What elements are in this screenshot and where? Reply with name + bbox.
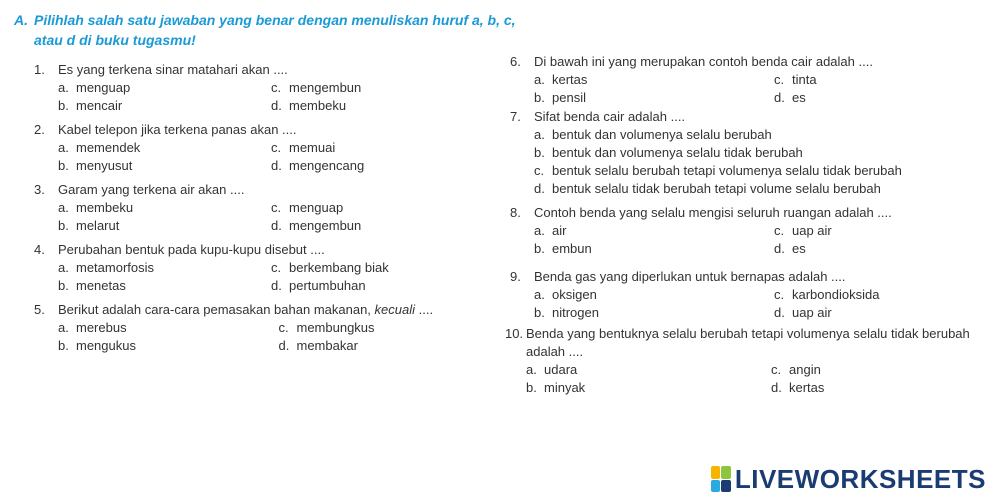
- question-number: 2.: [34, 122, 45, 137]
- options: [58, 319, 499, 355]
- instruction: [14, 10, 534, 50]
- question-10: [505, 325, 985, 397]
- question-text: Berikut adalah cara-cara pemasakan bahan makanan, kecuali ....: [58, 302, 434, 317]
- question-text: Benda gas yang diperlukan untuk bernapas adalah ....: [534, 269, 846, 284]
- option-d[interactable]: d. mengembun: [271, 218, 362, 233]
- question-text: Di bawah ini yang merupakan contoh benda cair adalah ....: [534, 54, 873, 69]
- question-8: [510, 204, 980, 258]
- option-b[interactable]: b. mengukus: [58, 338, 136, 353]
- instruction-letter: A.: [14, 12, 28, 28]
- logo-icon: [711, 466, 731, 492]
- question-number: 1.: [34, 62, 45, 77]
- question-text: Sifat benda cair adalah ....: [534, 109, 686, 124]
- question-text: Contoh benda yang selalu mengisi seluruh ruangan adalah ....: [534, 205, 892, 220]
- option-c[interactable]: c. berkembang biak: [271, 260, 389, 275]
- option-d[interactable]: d. mengencang: [271, 158, 365, 173]
- option-c[interactable]: c. menguap: [271, 200, 344, 215]
- option-d[interactable]: d. kertas: [771, 380, 825, 395]
- logo-text: LIVEWORKSHEETS: [734, 463, 986, 494]
- option-d[interactable]: d. es: [774, 90, 806, 105]
- option-a[interactable]: a. bentuk dan volumenya selalu berubah: [534, 127, 772, 142]
- question-5: [34, 301, 499, 355]
- question-number: 8.: [510, 205, 521, 220]
- options: [534, 126, 980, 198]
- question-number: 4.: [34, 242, 45, 257]
- option-a[interactable]: a. membeku: [58, 200, 134, 215]
- question-number: 7.: [510, 109, 521, 124]
- option-b[interactable]: b. embun: [534, 241, 592, 256]
- question-1: [34, 61, 484, 115]
- option-b[interactable]: b. mencair: [58, 98, 123, 113]
- question-number: 5.: [34, 302, 45, 317]
- question-4: [34, 241, 484, 295]
- question-text: Kabel telepon jika terkena panas akan ....: [58, 122, 297, 137]
- question-2: [34, 121, 484, 175]
- option-d[interactable]: d. uap air: [774, 305, 832, 320]
- options: [58, 199, 484, 235]
- option-c[interactable]: c. karbondioksida: [774, 287, 880, 302]
- option-c[interactable]: c. membungkus: [278, 320, 375, 335]
- question-text: Garam yang terkena air akan ....: [58, 182, 245, 197]
- option-a[interactable]: a. memendek: [58, 140, 141, 155]
- option-b[interactable]: b. menetas: [58, 278, 126, 293]
- options: [534, 71, 980, 107]
- option-a[interactable]: a. oksigen: [534, 287, 597, 302]
- question-text: Perubahan bentuk pada kupu-kupu disebut ....: [58, 242, 325, 257]
- options: [58, 259, 484, 295]
- option-a[interactable]: a. metamorfosis: [58, 260, 155, 275]
- question-6: [510, 53, 980, 107]
- option-c[interactable]: c. bentuk selalu berubah tetapi volumenya selalu tidak berubah: [534, 163, 902, 178]
- option-b[interactable]: b. minyak: [526, 380, 586, 395]
- options: [58, 79, 484, 115]
- question-number: 6.: [510, 54, 521, 69]
- option-b[interactable]: b. melarut: [58, 218, 120, 233]
- options: [526, 361, 985, 397]
- emphasis-word: kecuali: [374, 302, 416, 317]
- option-d[interactable]: d. membeku: [271, 98, 347, 113]
- instruction-text: Pilihlah salah satu jawaban yang benar dengan menuliskan huruf a, b, c, atau d di buku tugasmu!: [34, 12, 516, 48]
- question-text: Benda yang bentuknya selalu berubah tetapi volumenya selalu tidak berubah adalah ....: [526, 326, 970, 359]
- option-a[interactable]: a. air: [534, 223, 567, 238]
- option-a[interactable]: a. merebus: [58, 320, 127, 335]
- options: [58, 139, 484, 175]
- option-a[interactable]: a. udara: [526, 362, 578, 377]
- liveworksheets-logo: [711, 464, 986, 494]
- option-d[interactable]: d. pertumbuhan: [271, 278, 366, 293]
- option-c[interactable]: c. mengembun: [271, 80, 362, 95]
- option-c[interactable]: c. memuai: [271, 140, 336, 155]
- option-d[interactable]: d. bentuk selalu tidak berubah tetapi volume selalu berubah: [534, 181, 881, 196]
- question-number: 10.: [505, 326, 524, 341]
- option-d[interactable]: d. membakar: [278, 338, 358, 353]
- option-a[interactable]: a. kertas: [534, 72, 588, 87]
- options: [534, 222, 980, 258]
- question-number: 3.: [34, 182, 45, 197]
- question-7: [510, 108, 980, 198]
- option-c[interactable]: c. tinta: [774, 72, 817, 87]
- option-b[interactable]: b. menyusut: [58, 158, 133, 173]
- question-text: Es yang terkena sinar matahari akan ....: [58, 62, 288, 77]
- option-b[interactable]: b. nitrogen: [534, 305, 599, 320]
- question-9: [510, 268, 980, 322]
- option-b[interactable]: b. pensil: [534, 90, 586, 105]
- option-b[interactable]: b. bentuk dan volumenya selalu tidak berubah: [534, 145, 803, 160]
- option-d[interactable]: d. es: [774, 241, 806, 256]
- question-number: 9.: [510, 269, 521, 284]
- question-3: [34, 181, 484, 235]
- option-a[interactable]: a. menguap: [58, 80, 131, 95]
- option-c[interactable]: c. uap air: [774, 223, 832, 238]
- options: [534, 286, 980, 322]
- option-c[interactable]: c. angin: [771, 362, 821, 377]
